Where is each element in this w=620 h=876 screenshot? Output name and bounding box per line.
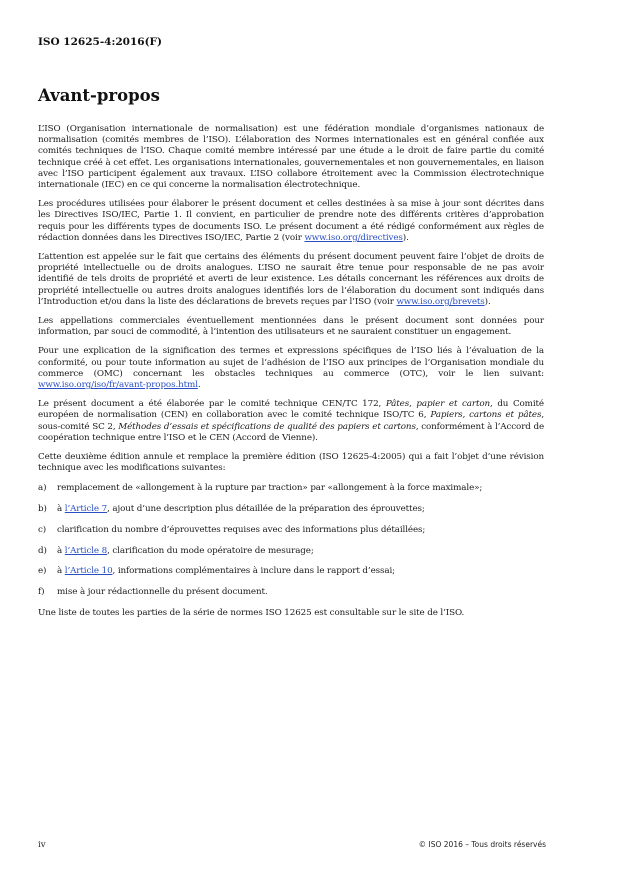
paragraph-trade-names: Les appellations commerciales éventuellement mentionnées dans le présent document sont données pour information, par souci de commodité, à l’intention des utilisateurs et ne sauraient constituer un engagement. bbox=[38, 316, 544, 338]
paragraph-procedures: Les procédures utilisées pour élaborer le présent document et celles destinées à sa mise à jour sont décrites dans les Directives ISO/IEC, Partie 1. Il convient, en particulier de prendre note des différents critères d’approbation requis pour les différents types de documents ISO. Le présent document a été rédigé conformément aux règles de rédaction données dans les Directives ISO/IEC, Partie 2 (voir www.iso.org/directives). bbox=[38, 199, 544, 243]
foreword-link[interactable]: www.iso.org/iso/fr/avant-propos.html bbox=[38, 380, 198, 391]
paragraph-committee: Le présent document a été élaborée par le comité technique CEN/TC 172, Pâtes, papier et carton, du Comité européen de normalisation (CEN) en collaboration avec le comité technique ISO/TC 6, Papiers, cartons et pâtes, sous-comité SC 2, Méthodes d’essais et spécifications de qualité des papiers et cartons, conformément à l’Accord de coopération technique entre l’ISO et le CEN (Accord de Vienne). bbox=[38, 399, 545, 443]
paragraph-conformity: Pour une explication de la signification des termes et expressions spécifiques de l’ISO liés à l’évaluation de la conformité, ou pour toute information au sujet de l’adhésion de l’ISO aux principes de l’Organisation mondiale du commerce (OMC) concernant les obstacles techniques au commerce (OTC), voir le lien suivant: www.iso.org/iso/fr/avant-propos.html. bbox=[38, 346, 544, 391]
page-title: Avant-propos bbox=[38, 86, 160, 105]
changes-list bbox=[38, 483, 544, 598]
page-number: iv bbox=[38, 840, 46, 850]
directives-link[interactable]: www.iso.org/directives bbox=[304, 232, 403, 243]
paragraph-patents: L’attention est appelée sur le fait que certains des éléments du présent document peuvent faire l’objet de droits de propriété intellectuelle ou de droits analogues. L’ISO ne saurait être tenue pour responsable de ne pas avoir identifié de tels droits de propriété et averti de leur existence. Les détails concernant les références aux droits de propriété intellectuelle ou autres droits analogues identifiés lors de l’élaboration du document sont indiqués dans l’Introduction et/ou dans la liste des déclarations de brevets reçues par l’ISO (voir www.iso.org/brevets). bbox=[38, 252, 544, 307]
document-code: ISO 12625-4:2016(F) bbox=[38, 36, 162, 48]
paragraph-iso-intro: L’ISO (Organisation internationale de normalisation) est une fédération mondiale d’organismes nationaux de normalisation (comités membres de l’ISO). L’élaboration des Normes internationales est en général confiée aux comités techniques de l’ISO. Chaque comité membre intéressé par une étude a le droit de faire partie du comité technique créé à cet effet. Les organisations internationales, gouvernementales et non gouvernementales, en liaison avec l’ISO participent également aux travaux. L’ISO collabore étroitement avec la Commission électrotechnique internationale (IEC) en ce qui concerne la normalisation électrotechnique. bbox=[38, 124, 544, 191]
list-item: a) remplacement de «allongement à la rupture par traction» par «allongement à la force maximale»; bbox=[38, 483, 483, 494]
article-10-link[interactable]: l’Article 10 bbox=[64, 566, 113, 577]
list-item: c) clarification du nombre d’éprouvettes requises avec des informations plus détaillées; bbox=[38, 524, 426, 535]
foreword-body bbox=[38, 124, 544, 627]
paragraph-revision: Cette deuxième édition annule et remplace la première édition (ISO 12625-4:2005) qui a fait l’objet d’une révision technique avec les modifications suivantes: bbox=[38, 452, 544, 474]
list-item: f) mise à jour rédactionnelle du présent document. bbox=[38, 587, 268, 597]
copyright-notice: © ISO 2016 – Tous droits réservés bbox=[418, 840, 546, 849]
paragraph-series: Une liste de toutes les parties de la série de normes ISO 12625 est consultable sur le site de l’ISO. bbox=[38, 607, 465, 618]
patents-link[interactable]: www.iso.org/brevets bbox=[396, 296, 485, 307]
article-7-link[interactable]: l’Article 7 bbox=[64, 504, 108, 515]
list-item: e) à l’Article 10, informations complémentaires à inclure dans le rapport d’essai; bbox=[38, 566, 395, 577]
list-item: b) à l’Article 7, ajout d’une description plus détaillée de la préparation des éprouvettes; bbox=[38, 504, 425, 515]
article-8-link[interactable]: l’Article 8 bbox=[64, 545, 108, 556]
list-item: d) à l’Article 8, clarification du mode opératoire de mesurage; bbox=[38, 545, 314, 556]
